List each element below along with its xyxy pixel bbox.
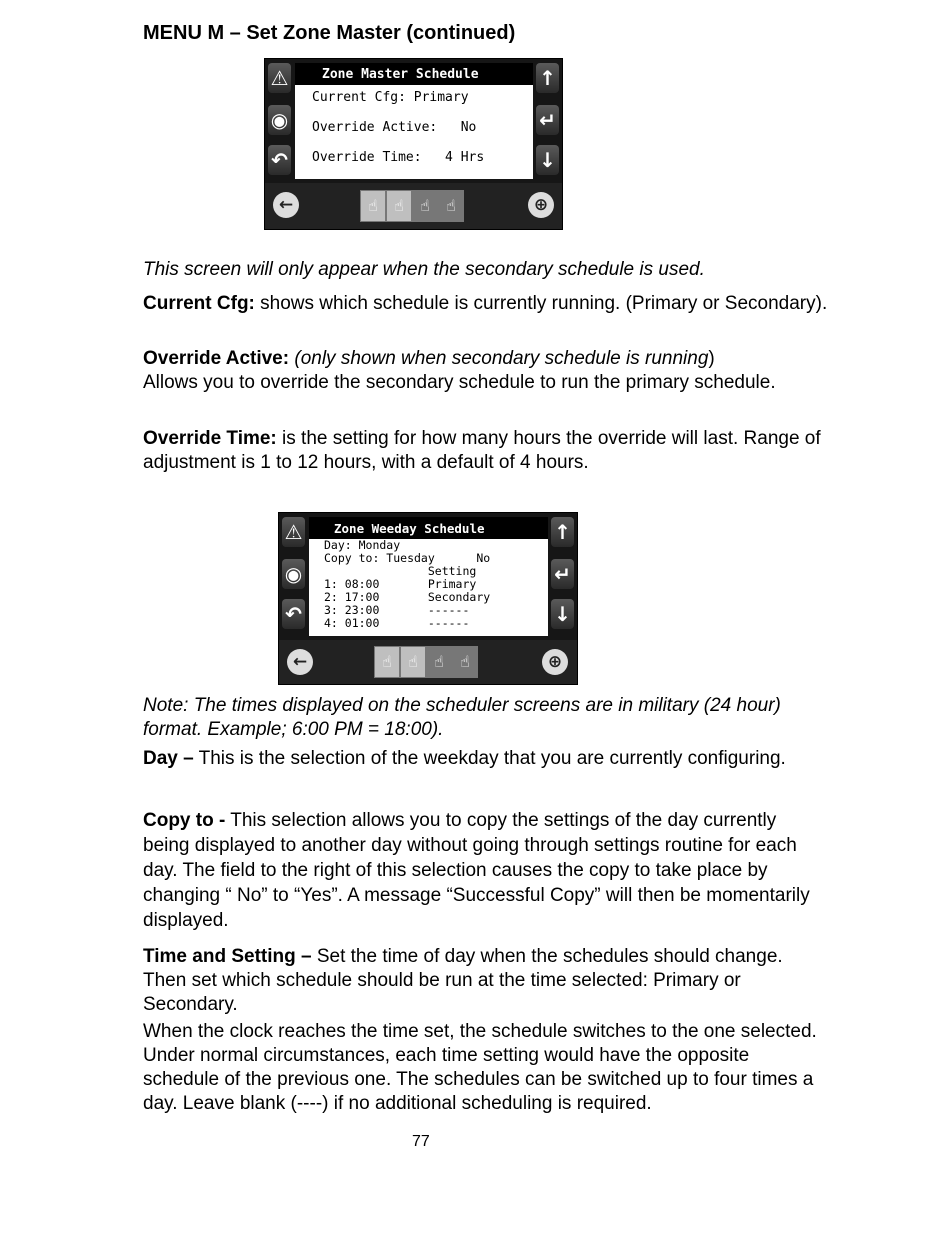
enter-icon[interactable]: ↵ (536, 105, 559, 135)
hand-icon: ☝ (412, 190, 438, 222)
copy-to-row[interactable]: Copy to: Tuesday No (324, 551, 491, 565)
override-active-row[interactable]: Override Active: No (312, 120, 477, 135)
network-icon[interactable]: ⊕ (542, 649, 568, 675)
lcd-display (295, 63, 533, 179)
enter-icon[interactable]: ↵ (551, 559, 574, 589)
arrow-down-icon[interactable]: ↓ (551, 599, 574, 629)
target-icon[interactable]: ◉ (268, 105, 291, 135)
intro-note: This screen will only appear when the secondary schedule is used. (143, 259, 705, 280)
network-icon[interactable]: ⊕ (528, 192, 554, 218)
arrow-down-icon[interactable]: ↓ (536, 145, 559, 175)
page-number: 77 (412, 1133, 430, 1150)
back-arrow-icon[interactable]: ← (273, 192, 299, 218)
target-icon[interactable]: ◉ (282, 559, 305, 589)
override-time-paragraph: Override Time: is the setting for how many hours the override will last. Range of adjustment is 1 to 12 hours, with a default of 4 hours. (143, 428, 821, 473)
lcd-display (309, 517, 548, 636)
undo-icon[interactable]: ↶ (282, 599, 305, 629)
override-active-paragraph: Override Active: (only shown when secondary schedule is running) Allows you to override the secondary schedule to run the primary schedule. (143, 348, 776, 393)
copy-to-paragraph: Copy to - This selection allows you to copy the settings of the day currently being displayed to another day without going through settings routine for each day. The field to the right of this selection causes the copy to take place by changing “ No” to “Yes”. A message “Successful Copy” will then be momentarily displayed. (143, 810, 810, 931)
current-cfg-row[interactable]: Current Cfg: Primary (312, 90, 469, 105)
schedule-row-4[interactable]: 4: 01:00 ------ (324, 616, 470, 630)
override-time-row[interactable]: Override Time: 4 Hrs (312, 150, 485, 165)
hand-icon: ☝ (386, 190, 412, 222)
arrow-up-icon[interactable]: ↑ (536, 63, 559, 93)
lock-hand-icon: ☝ (374, 646, 400, 678)
schedule-row-2[interactable]: 2: 17:00 Secondary (324, 590, 491, 604)
setting-header: Setting (324, 564, 477, 578)
hand-icon: ☝ (438, 190, 464, 222)
schedule-row-3[interactable]: 3: 23:00 ------ (324, 603, 470, 617)
time-setting-paragraph: Time and Setting – Set the time of day when the schedules should change. Then set which schedule should be run at the time selected: Primary or Secondary. (143, 946, 783, 1015)
page-heading: MENU M – Set Zone Master (continued) (143, 22, 516, 44)
zone-weekday-schedule-screen (278, 512, 578, 685)
arrow-up-icon[interactable]: ↑ (551, 517, 574, 547)
access-level-icons (374, 646, 478, 678)
zone-master-schedule-screen (264, 58, 563, 230)
clock-paragraph: When the clock reaches the time set, the schedule switches to the one selected. Under normal circumstances, each time setting would have the opposite schedule of the previous one. The schedules can be switched up to four times a day. Leave blank (----) if no additional scheduling is required. (143, 1021, 817, 1114)
day-paragraph: Day – This is the selection of the weekday that you are currently configuring. (143, 748, 786, 769)
warning-icon[interactable]: ⚠ (268, 63, 291, 93)
hand-icon: ☝ (426, 646, 452, 678)
back-arrow-icon[interactable]: ← (287, 649, 313, 675)
schedule-row-1[interactable]: 1: 08:00 Primary (324, 577, 477, 591)
day-row[interactable]: Day: Monday (324, 538, 401, 552)
access-level-icons (360, 190, 464, 222)
lock-hand-icon: ☝ (360, 190, 386, 222)
screen-title: Zone Master Schedule (295, 63, 533, 85)
hand-icon: ☝ (452, 646, 478, 678)
hand-icon: ☝ (400, 646, 426, 678)
undo-icon[interactable]: ↶ (268, 145, 291, 175)
screen-title: Zone Weeday Schedule (309, 517, 548, 539)
military-time-note: Note: The times displayed on the scheduler screens are in military (24 hour) format. Example; 6:00 PM = 18:00). (143, 695, 781, 740)
current-cfg-paragraph: Current Cfg: shows which schedule is currently running. (Primary or Secondary). (143, 293, 828, 314)
warning-icon[interactable]: ⚠ (282, 517, 305, 547)
